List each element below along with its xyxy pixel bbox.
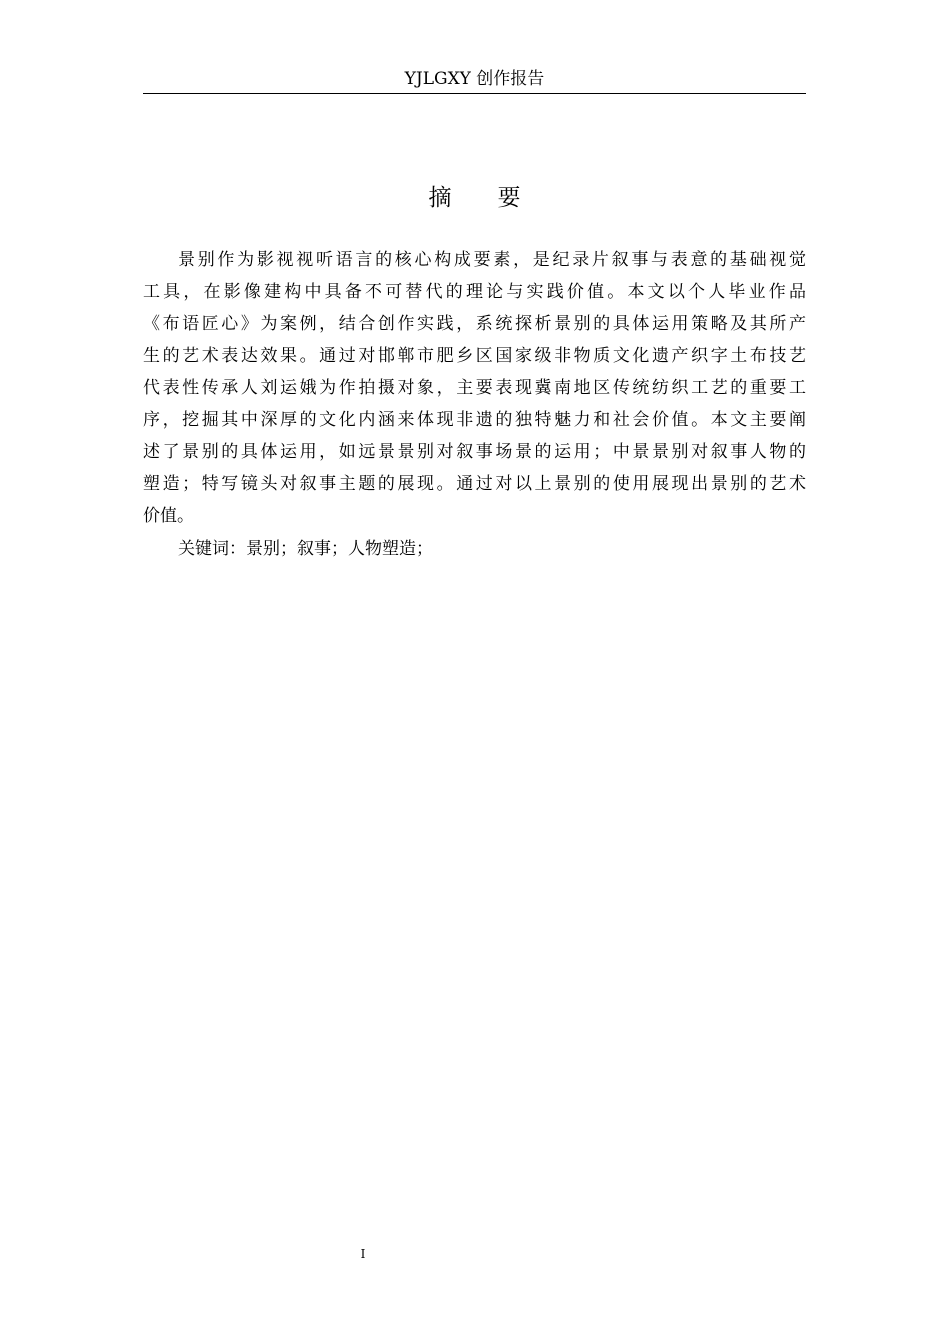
abstract-body (143, 244, 806, 532)
running-header (143, 66, 806, 94)
abstract-title (143, 178, 806, 218)
abstract-line: 序，挖掘其中深厚的文化内涵来体现非遗的独特魅力和社会价值。本文主要阐 (143, 410, 806, 430)
keywords-value: 景别；叙事；人物塑造； (246, 539, 433, 559)
abstract-line: 塑造；特写镜头对叙事主题的展现。通过对以上景别的使用展现出景别的艺术 (143, 474, 806, 494)
abstract-title-char-1: 摘 (428, 185, 452, 211)
abstract-line: 代表性传承人刘运娥为作拍摄对象，主要表现冀南地区传统纺织工艺的重要工 (143, 378, 806, 398)
abstract-line: 景别作为影视视听语言的核心构成要素，是纪录片叙事与表意的基础视觉 (178, 250, 806, 270)
keywords-label: 关键词： (178, 539, 246, 559)
running-header-title: YJLGXY 创作报告 (404, 69, 545, 89)
abstract-line: 《布语匠心》为案例，结合创作实践，系统探析景别的具体运用策略及其所产 (143, 314, 806, 334)
keywords-line (178, 533, 433, 565)
abstract-line: 工具，在影像建构中具备不可替代的理论与实践价值。本文以个人毕业作品 (143, 282, 806, 302)
page-number: I (360, 1247, 366, 1261)
abstract-title-char-2: 要 (497, 185, 521, 211)
abstract-line: 生的艺术表达效果。通过对邯郸市肥乡区国家级非物质文化遗产织字土布技艺 (143, 346, 806, 366)
abstract-line: 述了景别的具体运用，如远景景别对叙事场景的运用；中景景别对叙事人物的 (143, 442, 806, 462)
abstract-line: 价值。 (143, 506, 194, 526)
